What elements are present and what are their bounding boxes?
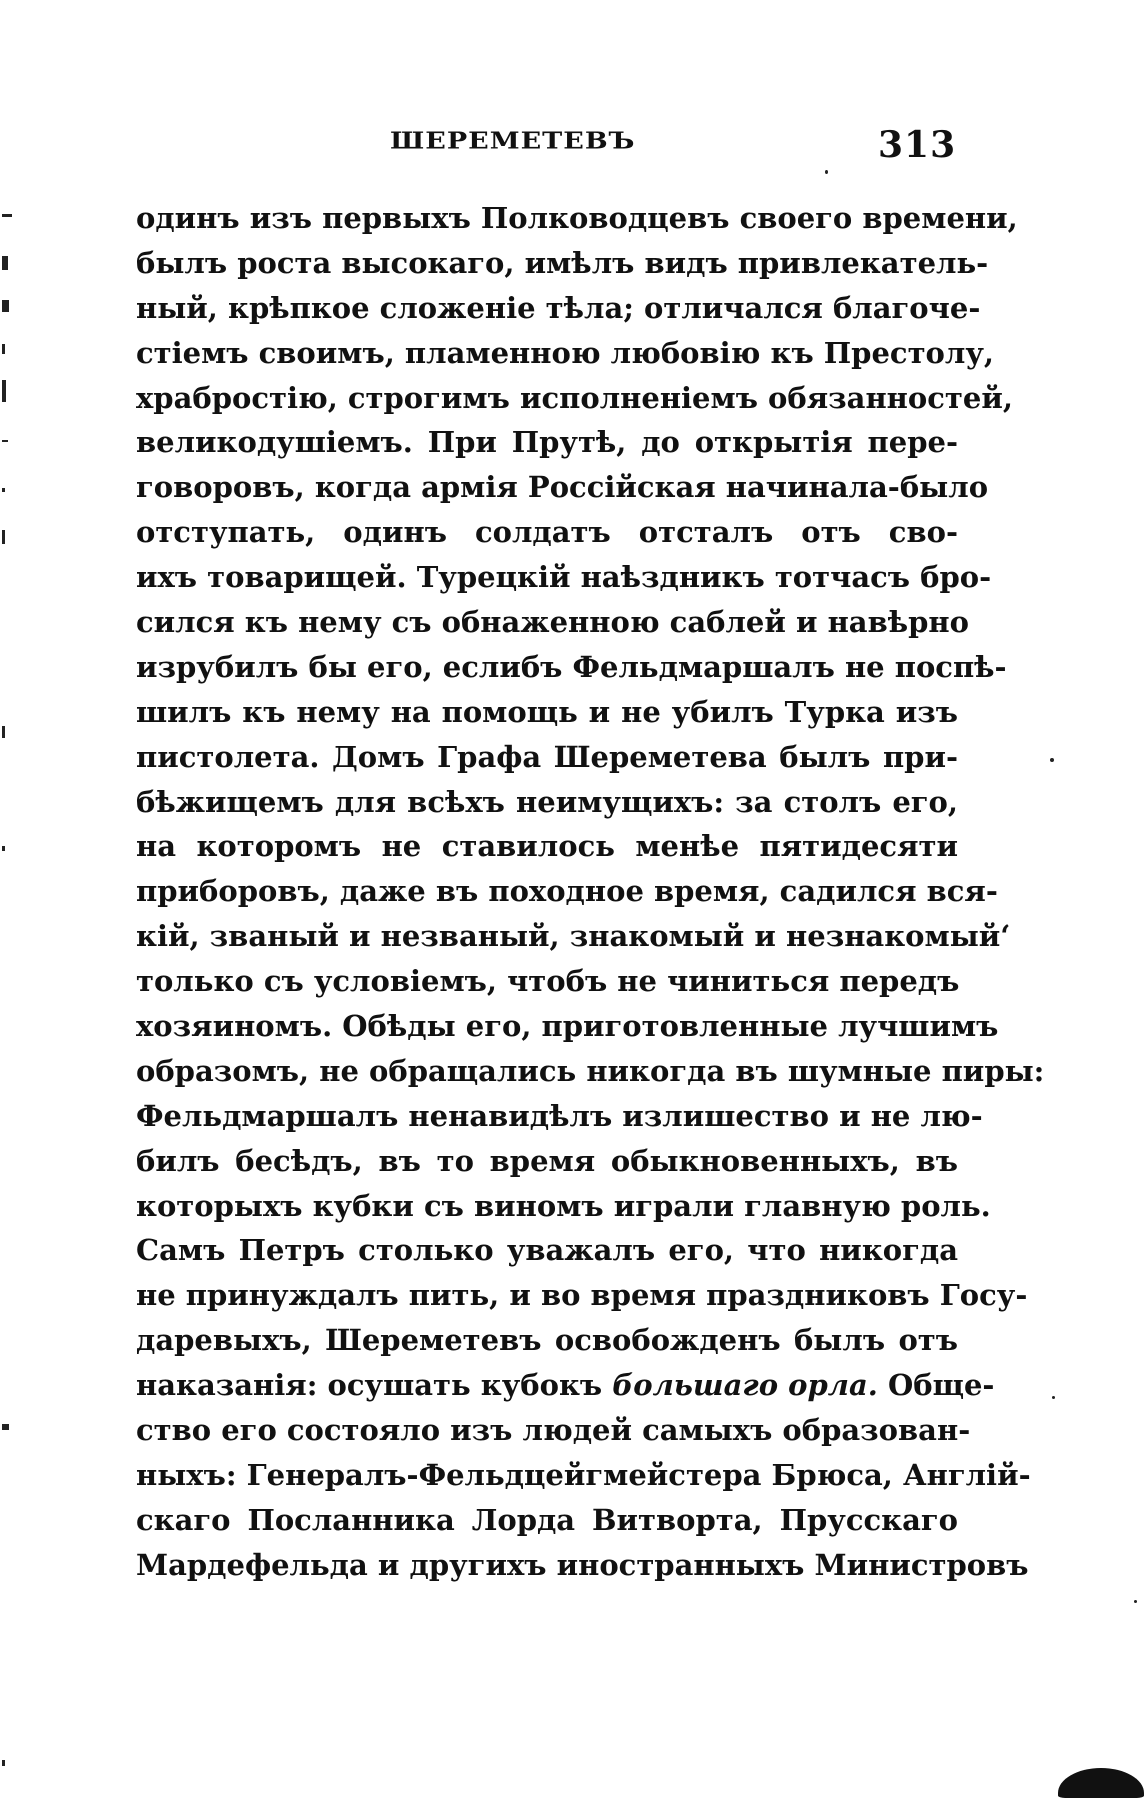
scan-edge-mark — [2, 1424, 9, 1430]
text-line: пистолета. Домъ Графа Шереметева былъ при- — [136, 739, 958, 774]
scan-speck — [1052, 1396, 1055, 1399]
text-line: изрубилъ бы его, еслибъ Фельдмаршалъ не поспѣ- — [136, 649, 1007, 684]
text-line: даревыхъ, Шереметевъ освобожденъ былъ отъ — [136, 1323, 958, 1358]
text-line: только съ условіемъ, чтобъ не чиниться передъ — [136, 964, 960, 999]
italic-segment: большаго орла. — [612, 1368, 878, 1403]
text-line: храбростію, строгимъ исполненіемъ обязанностей, — [136, 380, 1013, 415]
scan-speck — [825, 170, 828, 174]
text-line: скаго Посланника Лорда Витворта, Прусскаго — [136, 1502, 958, 1537]
scan-edge-mark — [2, 846, 5, 851]
text-line: сился къ нему съ обнаженною саблей и навѣрно — [136, 605, 969, 640]
text-line: ство его состояло изъ людей самыхъ образован- — [136, 1413, 971, 1448]
text-line: говоровъ, когда армія Россійская начинала-было — [136, 470, 989, 505]
text-line: не принуждалъ пить, и во время праздниковъ Госу- — [136, 1278, 1028, 1313]
text-line: шилъ къ нему на помощь и не убилъ Турка изъ — [136, 694, 958, 729]
text-line: Самъ Петръ столько уважалъ его, что никогда — [136, 1233, 958, 1268]
text-segment: наказанія: осушать кубокъ — [136, 1368, 603, 1403]
text-line: билъ бесѣдъ, въ то время обыкновенныхъ, въ — [136, 1143, 958, 1178]
text-line: бѣжищемъ для всѣхъ неимущихъ: за столъ его, — [136, 784, 958, 819]
scan-edge-mark — [2, 530, 5, 544]
text-line: одинъ изъ первыхъ Полководцевъ своего времени, — [136, 201, 1018, 235]
text-line: хозяиномъ. Обѣды его, приготовленные лучшимъ — [136, 1009, 999, 1044]
text-line: кій, званый и незваный, знакомый и незнакомый‘ — [136, 919, 1011, 954]
text-line: приборовъ, даже въ походное время, садился вся- — [136, 874, 998, 909]
text-line: ныхъ: Генералъ-Фельдцейгмейстера Брюса, Англій- — [136, 1457, 1031, 1492]
text-line-mixed — [136, 1363, 995, 1408]
scan-edge-mark — [2, 1760, 5, 1766]
text-line: ный, крѣпкое сложеніе тѣла; отличался благоче- — [136, 290, 981, 325]
body-text — [136, 196, 1045, 1588]
text-segment: Обще- — [888, 1368, 995, 1403]
scan-edge-mark — [2, 380, 6, 402]
text-line: великодушіемъ. При Прутѣ, до открытія пере- — [136, 425, 958, 460]
scan-edge-mark — [2, 300, 9, 312]
text-line: былъ роста высокаго, имѣлъ видъ привлекатель- — [136, 245, 989, 280]
text-line: которыхъ кубки съ виномъ играли главную роль. — [136, 1188, 991, 1223]
scan-ink-blot — [1058, 1768, 1144, 1798]
scan-edge-mark — [2, 344, 5, 354]
text-line: Фельдмаршалъ ненавидѣлъ излишество и не лю- — [136, 1098, 983, 1133]
running-head: ШЕРЕМЕТЕВЪ — [390, 128, 636, 155]
scan-speck — [1134, 1600, 1137, 1603]
text-line: стіемъ своимъ, пламенною любовію къ Престолу, — [136, 335, 994, 370]
text-line: ихъ товарищей. Турецкій наѣздникъ тотчасъ бро- — [136, 560, 992, 595]
text-line: отступать, одинъ солдатъ отсталъ отъ сво- — [136, 515, 958, 550]
scan-edge-mark — [2, 726, 5, 738]
text-line: Мардефельда и другихъ иностранныхъ Министровъ — [136, 1547, 1029, 1582]
text-line: образомъ, не обращались никогда въ шумные пиры: — [136, 1053, 1045, 1088]
scan-edge-mark — [2, 488, 5, 492]
text-line: на которомъ не ставилось менѣе пятидесяти — [136, 829, 958, 864]
scan-edge-mark — [2, 214, 12, 217]
scan-speck — [1050, 758, 1054, 762]
scan-edge-mark — [2, 440, 8, 442]
scan-edge-mark — [2, 256, 8, 270]
page-number: 313 — [878, 124, 957, 166]
